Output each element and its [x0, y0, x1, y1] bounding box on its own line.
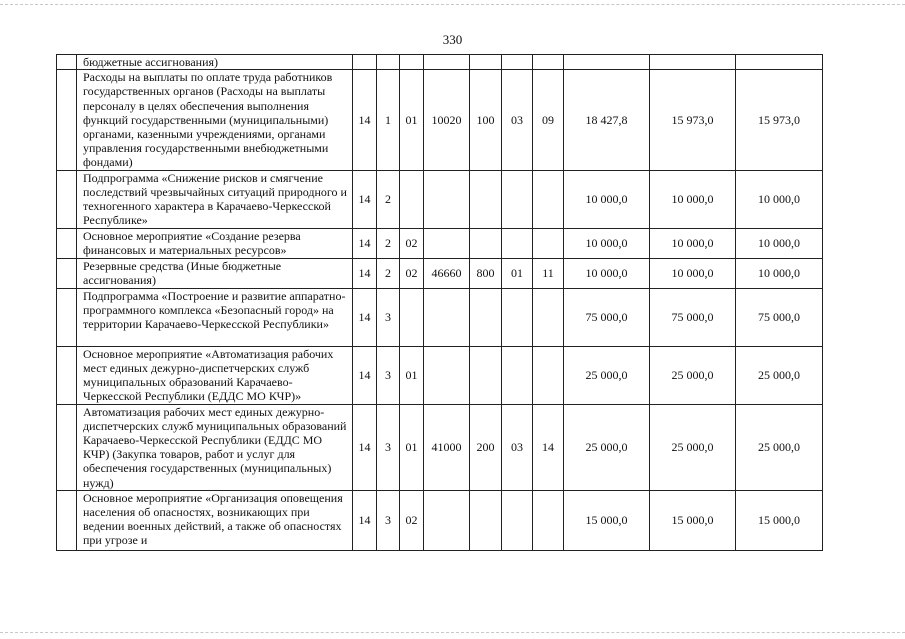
- table-row: [57, 228, 823, 258]
- amount-year2-cell: 10 000,0: [650, 228, 736, 258]
- subsection-cell: [377, 55, 400, 70]
- subchapter-cell: [533, 288, 564, 346]
- amount-year1-cell: 10 000,0: [564, 228, 650, 258]
- chapter-cell: [502, 170, 533, 228]
- subchapter-cell: [533, 228, 564, 258]
- subsection-cell: 1: [377, 70, 400, 170]
- chapter-cell: [502, 288, 533, 346]
- activity-cell: [400, 170, 424, 228]
- amount-year1-cell: 75 000,0: [564, 288, 650, 346]
- page-number: 330: [442, 32, 463, 47]
- budget-table: [56, 54, 823, 551]
- section-cell: 14: [353, 258, 377, 288]
- chapter-cell: 01: [502, 258, 533, 288]
- row-number-cell: [57, 490, 77, 550]
- amount-year2-cell: [650, 55, 736, 70]
- amount-year3-cell: 10 000,0: [736, 170, 823, 228]
- subsection-cell: 2: [377, 170, 400, 228]
- section-cell: 14: [353, 228, 377, 258]
- row-number-cell: [57, 170, 77, 228]
- subchapter-cell: [533, 346, 564, 404]
- amount-year1-cell: [564, 55, 650, 70]
- subchapter-cell: 11: [533, 258, 564, 288]
- activity-cell: 01: [400, 404, 424, 490]
- amount-year2-cell: 15 000,0: [650, 490, 736, 550]
- scan-top-edge: [0, 4, 905, 5]
- expense-type-cell: [470, 55, 502, 70]
- amount-year2-cell: 10 000,0: [650, 170, 736, 228]
- direction-cell: [424, 288, 470, 346]
- table-row: [57, 404, 823, 490]
- table-row: [57, 288, 823, 346]
- description-cell: Основное мероприятие «Создание резерва финансовых и материальных ресурсов»: [77, 228, 353, 258]
- activity-cell: 02: [400, 258, 424, 288]
- direction-cell: [424, 55, 470, 70]
- expense-type-cell: [470, 346, 502, 404]
- amount-year3-cell: 10 000,0: [736, 258, 823, 288]
- row-number-cell: [57, 288, 77, 346]
- amount-year2-cell: 15 973,0: [650, 70, 736, 170]
- description-cell: Резервные средства (Иные бюджетные ассигнования): [77, 258, 353, 288]
- expense-type-cell: 200: [470, 404, 502, 490]
- subchapter-cell: 14: [533, 404, 564, 490]
- table-row: [57, 170, 823, 228]
- expense-type-cell: 800: [470, 258, 502, 288]
- direction-cell: [424, 170, 470, 228]
- chapter-cell: [502, 55, 533, 70]
- amount-year3-cell: 10 000,0: [736, 228, 823, 258]
- subchapter-cell: [533, 490, 564, 550]
- activity-cell: 02: [400, 490, 424, 550]
- direction-cell: [424, 228, 470, 258]
- amount-year1-cell: 10 000,0: [564, 170, 650, 228]
- description-cell: Основное мероприятие «Организация оповещения населения об опасностях, возникающих при ведении военных действий, а также об опасностях при угрозе и: [77, 490, 353, 550]
- amount-year2-cell: 25 000,0: [650, 404, 736, 490]
- subchapter-cell: [533, 55, 564, 70]
- amount-year3-cell: 75 000,0: [736, 288, 823, 346]
- row-number-cell: [57, 346, 77, 404]
- scan-bottom-edge: [0, 632, 905, 633]
- activity-cell: [400, 288, 424, 346]
- direction-cell: 10020: [424, 70, 470, 170]
- section-cell: [353, 55, 377, 70]
- section-cell: 14: [353, 288, 377, 346]
- amount-year3-cell: 15 973,0: [736, 70, 823, 170]
- amount-year1-cell: 10 000,0: [564, 258, 650, 288]
- section-cell: 14: [353, 170, 377, 228]
- row-number-cell: [57, 404, 77, 490]
- direction-cell: [424, 490, 470, 550]
- activity-cell: [400, 55, 424, 70]
- subsection-cell: 3: [377, 404, 400, 490]
- description-cell: Расходы на выплаты по оплате труда работников государственных органов (Расходы на выплаты персоналу в целях обеспечения выполнения функций государственными (муниципальными) органами, казенными учреждениями, органами управления государственными внебюджетными фондами): [77, 70, 353, 170]
- row-number-cell: [57, 258, 77, 288]
- expense-type-cell: [470, 170, 502, 228]
- chapter-cell: 03: [502, 70, 533, 170]
- amount-year2-cell: 25 000,0: [650, 346, 736, 404]
- section-cell: 14: [353, 404, 377, 490]
- subsection-cell: 3: [377, 346, 400, 404]
- row-number-cell: [57, 228, 77, 258]
- subsection-cell: 2: [377, 258, 400, 288]
- section-cell: 14: [353, 490, 377, 550]
- direction-cell: [424, 346, 470, 404]
- table-row: [57, 55, 823, 70]
- description-cell: Подпрограмма «Построение и развитие аппаратно-программного комплекса «Безопасный город» на территории Карачаево-Черкесской Республики»: [77, 288, 353, 346]
- direction-cell: 41000: [424, 404, 470, 490]
- amount-year3-cell: 25 000,0: [736, 346, 823, 404]
- table-row: [57, 258, 823, 288]
- direction-cell: 46660: [424, 258, 470, 288]
- chapter-cell: [502, 346, 533, 404]
- activity-cell: 01: [400, 70, 424, 170]
- amount-year1-cell: 25 000,0: [564, 346, 650, 404]
- activity-cell: 02: [400, 228, 424, 258]
- description-cell: Подпрограмма «Снижение рисков и смягчение последствий чрезвычайных ситуаций природного и техногенного характера в Карачаево-Черкесской Республике»: [77, 170, 353, 228]
- subsection-cell: 3: [377, 490, 400, 550]
- description-cell: бюджетные ассигнования): [77, 55, 353, 70]
- chapter-cell: [502, 490, 533, 550]
- amount-year1-cell: 25 000,0: [564, 404, 650, 490]
- expense-type-cell: [470, 288, 502, 346]
- subchapter-cell: 09: [533, 70, 564, 170]
- chapter-cell: 03: [502, 404, 533, 490]
- subchapter-cell: [533, 170, 564, 228]
- expense-type-cell: 100: [470, 70, 502, 170]
- amount-year2-cell: 75 000,0: [650, 288, 736, 346]
- expense-type-cell: [470, 490, 502, 550]
- section-cell: 14: [353, 70, 377, 170]
- activity-cell: 01: [400, 346, 424, 404]
- row-number-cell: [57, 55, 77, 70]
- expense-type-cell: [470, 228, 502, 258]
- row-number-cell: [57, 70, 77, 170]
- subsection-cell: 3: [377, 288, 400, 346]
- amount-year1-cell: 18 427,8: [564, 70, 650, 170]
- description-cell: Автоматизация рабочих мест единых дежурно-диспетчерских служб муниципальных образований Карачаево-Черкесской Республики (ЕДДС МО КЧР) (Закупка товаров, работ и услуг для обеспечения государственных (муниципальных) нужд): [77, 404, 353, 490]
- table-row: [57, 70, 823, 170]
- amount-year3-cell: 15 000,0: [736, 490, 823, 550]
- subsection-cell: 2: [377, 228, 400, 258]
- amount-year3-cell: 25 000,0: [736, 404, 823, 490]
- amount-year1-cell: 15 000,0: [564, 490, 650, 550]
- amount-year2-cell: 10 000,0: [650, 258, 736, 288]
- amount-year3-cell: [736, 55, 823, 70]
- table-row: [57, 346, 823, 404]
- table-row: [57, 490, 823, 550]
- section-cell: 14: [353, 346, 377, 404]
- chapter-cell: [502, 228, 533, 258]
- description-cell: Основное мероприятие «Автоматизация рабочих мест единых дежурно-диспетчерских служб муниципальных образований Карачаево-Черкесской Республики (ЕДДС МО КЧР)»: [77, 346, 353, 404]
